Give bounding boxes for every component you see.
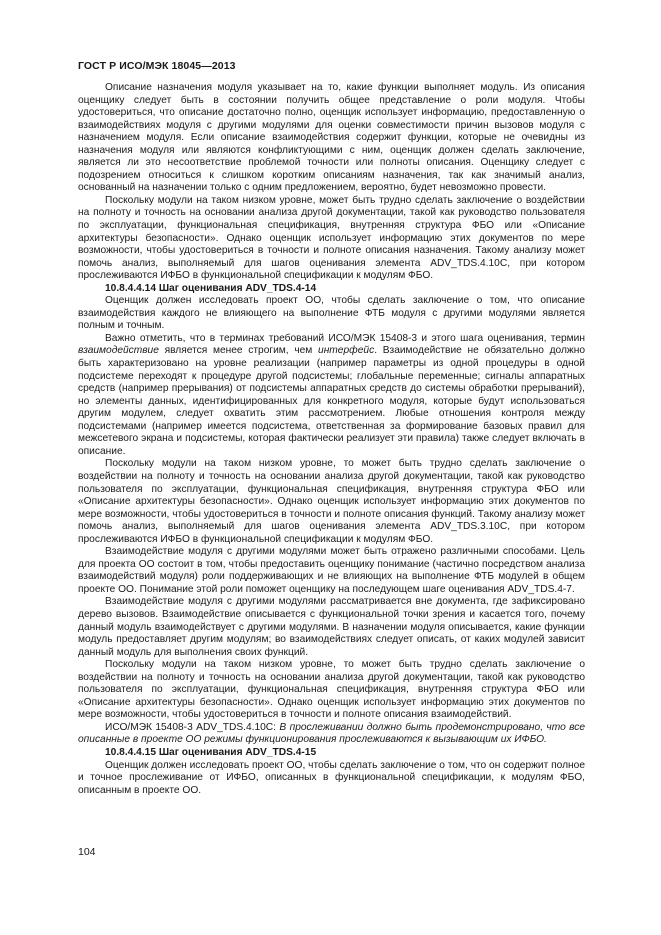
italic-term: интерфейс bbox=[318, 345, 375, 357]
section-heading: 10.8.4.4.15 Шаг оценивания ADV_TDS.4-15 bbox=[105, 746, 317, 758]
note-reference: ИСО/МЭК 15408-3 ADV_TDS.4.10C: bbox=[105, 721, 280, 733]
paragraph: Поскольку модули на таком низком уровне, может быть трудно сделать заключение о воздействии на полноту и точность на основании анализа другой документации, такой как руководство пользователя по эксплуатации, функциональная спецификация, внутренняя структура ФБО или «Описание архитектуры безопасности». Однако оценщик использует информацию этих документов по мере возможности, чтобы удостовериться в точности и полноте описания назначения. Такому анализу может помочь анализ, выполняемый для шагов оценивания элемента ADV_TDS.4.10C, при котором прослеживаются ИФБО в функциональной спецификации к модулям ФБО. bbox=[78, 194, 585, 282]
text-run: Важно отметить, что в терминах требований ИСО/МЭК 15408-3 и этого шага оценивания, термин bbox=[105, 332, 585, 344]
paragraph: Поскольку модули на таком низком уровне, то может быть трудно сделать заключение о воздействии на полноту и точность на основании анализа другой документации, такой как руководство пользователя по эксплуатации, функциональная спецификация, внутренняя структура ФБО или «Описание архитектуры безопасности». Однако оценщик использует информацию этих документов по мере возможности, чтобы удостовериться в точности и полноте описания функций. Такому анализу может помочь анализ, выполняемый для шагов оценивания элемента ADV_TDS.3.10C, при котором прослеживаются ИФБО в функциональной спецификации к модулям ФБО. bbox=[78, 458, 585, 545]
italic-term: взаимодействие bbox=[78, 345, 159, 357]
paragraph: Поскольку модули на таком низком уровне, то может быть трудно сделать заключение о воздействии на полноту и точность на основании анализа другой документации, такой как руководство пользователя по эксплуатации, функциональная спецификация, внутренняя структура ФБО или «Описание архитектуры безопасности». Однако оценщик использует информацию этих документов по мере возможности, чтобы удостовериться в точности и полноте описания взаимодействий. bbox=[78, 659, 585, 721]
paragraph: Описание назначения модуля указывает на то, какие функции выполняет модуль. Из описания оценщику следует быть в состоянии получить общее представление о роли модуля. Чтобы удостовериться, что описание достаточно полно, оценщик использует информацию, предоставленную о взаимодействиях модуля с другими модулями для оценки совместимости причин вызовов модуля с назначением модуля. Если описание взаимодействия содержит функции, которые не очевидны из назначения модуля или являются конфликтующими с ним, оценщик должен сделать заключение, является ли это несоответствие проблемой точности или полноты описания. Оценщику следует с подозрением относиться к слишком коротким описаниям назначения, так как значимый анализ, основанный на назначении только с одним предложением, вероятно, будет невозможно провести. bbox=[78, 82, 585, 194]
paragraph: Оценщик должен исследовать проект ОО, чтобы сделать заключение о том, что он содержит полное и точное прослеживание от ИФБО, описанных в функциональной спецификации, к модулям ФБО, описанным в проекте ОО. bbox=[78, 759, 585, 796]
text-run: . Взаимодействие не обязательно должно быть характеризовано на уровне реализации (например параметры из одной процедуры в одной подсистеме переходят к процедуре другой подсистемы; глобальные переменные; сигналы аппаратных средств (например прерывания) от подсистемы аппаратных средств до системы обработки прерываний), но элементы данных, идентифицированных для конкретного модуля, которые будут использоваться другим модулем, следует охватить этим рассмотрением. Любые отношения контроля между подсистемами (например имеется подсистема, ответственная за формирование базовых правил для межсетевого экрана и подсистемы, которая фактически реализует эти правила) также следует включать в описание. bbox=[78, 345, 586, 457]
paragraph bbox=[78, 333, 585, 458]
requirement-note bbox=[78, 722, 585, 747]
paragraph: Взаимодействие модуля с другими модулями может быть отражено различными способами. Цель для проекта ОО состоит в том, чтобы предоставить оценщику понимание (частично посредством анализа взаимодействий модуля) роли поддерживающих и не влияющих на выполнение ФТБ модулей в общем проекте ОО. Понимание этой роли поможет оценщику на последующем шаге оценивания ADV_TDS.4-7. bbox=[78, 546, 585, 595]
page-content bbox=[78, 82, 585, 797]
paragraph: Взаимодействие модуля с другими модулями рассматривается вне документа, где зафиксировано дерево вызовов. Взаимодействие описывается с функциональной точки зрения и касается того, почему данный модуль взаимодействует с другими модулями. В назначении модуля описывается, какие функции модуль предоставляет другим модулям; во взаимодействиях следует описать, от каких модулей зависит данный модуль для выполнения своих функций. bbox=[78, 596, 585, 658]
section-heading: 10.8.4.4.14 Шаг оценивания ADV_TDS.4-14 bbox=[105, 282, 317, 294]
paragraph: Оценщик должен исследовать проект ОО, чтобы сделать заключение о том, что описание взаимодействия каждого не влияющего на выполнение ФТБ модуля с другими модулями является полным и точным. bbox=[78, 295, 585, 332]
note-italic-text: В прослеживании должно быть продемонстрировано, что все описанные в проекте ОО режимы функционирования прослеживаются к вызывающим их ИФБО. bbox=[78, 721, 585, 746]
page-header: ГОСТ Р ИСО/МЭК 18045—2013 bbox=[78, 60, 236, 72]
page-number: 104 bbox=[78, 846, 96, 858]
text-run: является менее строгим, чем bbox=[158, 345, 319, 357]
